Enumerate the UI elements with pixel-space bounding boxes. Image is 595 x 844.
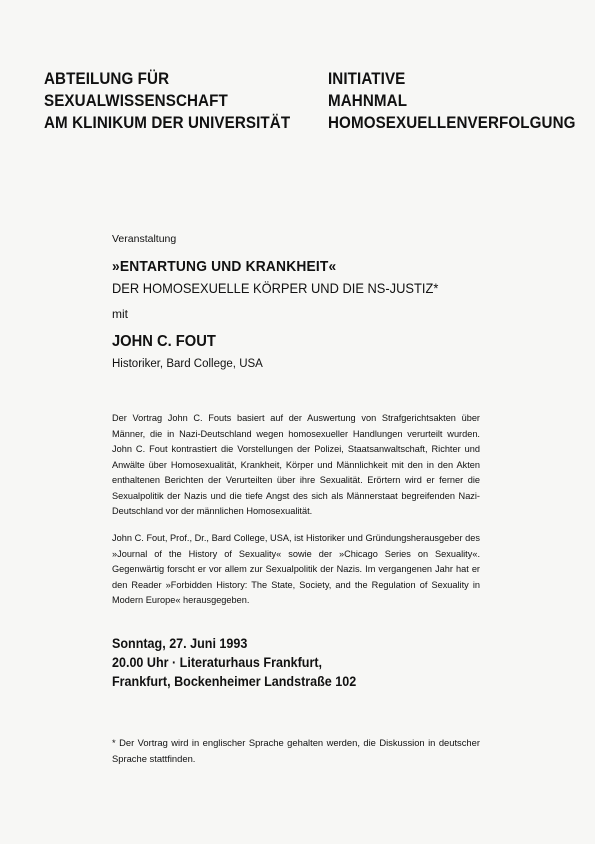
speaker-role: Historiker, Bard College, USA xyxy=(112,358,263,370)
header-right-line-2: MAHNMAL xyxy=(328,92,408,110)
event-label: Veranstaltung xyxy=(112,233,177,245)
biography-paragraph: John C. Fout, Prof., Dr., Bard College, USA, ist Historiker und Gründungsherausgeber des »Journal of the History of Sexuality« sowie der »Chicago Series on Sexuality«. Gegenwärtig forscht er vor allem zur Sexualpolitik der Nazis. Im vergangenen Jahr hat er den Reader »Forbidden History: The State, Society, and the Regulation of Sexuality in Modern Europe« herausgegeben. xyxy=(112,533,480,605)
event-subtitle: DER HOMOSEXUELLE KÖRPER UND DIE NS-JUSTIZ* xyxy=(112,280,439,296)
header-left xyxy=(44,68,290,134)
event-date: Sonntag, 27. Juni 1993 xyxy=(112,636,248,651)
header-left-line-3: AM KLINIKUM DER UNIVERSITÄT xyxy=(44,114,291,132)
event-details xyxy=(112,634,480,691)
header-left-line-1: ABTEILUNG FÜR xyxy=(44,70,170,88)
header-left-line-2: SEXUALWISSENSCHAFT xyxy=(44,92,228,110)
event-title: »ENTARTUNG UND KRANKHEIT« xyxy=(112,258,337,275)
event-address: Frankfurt, Bockenheimer Landstraße 102 xyxy=(112,674,357,689)
event-time-place: 20.00 Uhr · Literaturhaus Frankfurt, xyxy=(112,655,323,670)
with-label: mit xyxy=(112,307,128,321)
header-right-line-1: INITIATIVE xyxy=(328,70,406,88)
footnote: * Der Vortrag wird in englischer Sprache gehalten werden, die Diskussion in deutscher Sprache stattfinden. xyxy=(112,737,480,764)
speaker-name: JOHN C. FOUT xyxy=(112,333,216,350)
header-right xyxy=(328,68,576,134)
description-paragraph: Der Vortrag John C. Fouts basiert auf der Auswertung von Strafgerichtsakten über Männer, die in Nazi-Deutschland wegen homosexueller Handlungen verurteilt wurden. John C. Fout kontrastiert die Vorstellungen der Polizei, Staatsanwaltschaft, Richter und Anwälte über Homosexualität, Krankheit, Körper und Männlichkeit mit den in den Akten enthaltenen Berichten der Verurteilten über ihre Sexualität. Erörtern wird er ferner die Sexualpolitik der Nazis und die tiefe Angst des sich als Männerstaat begreifenden Nazi-Deutschland vor der männlichen Homosexualität. xyxy=(112,413,480,516)
header-right-line-3: HOMOSEXUELLENVERFOLGUNG xyxy=(328,114,576,132)
